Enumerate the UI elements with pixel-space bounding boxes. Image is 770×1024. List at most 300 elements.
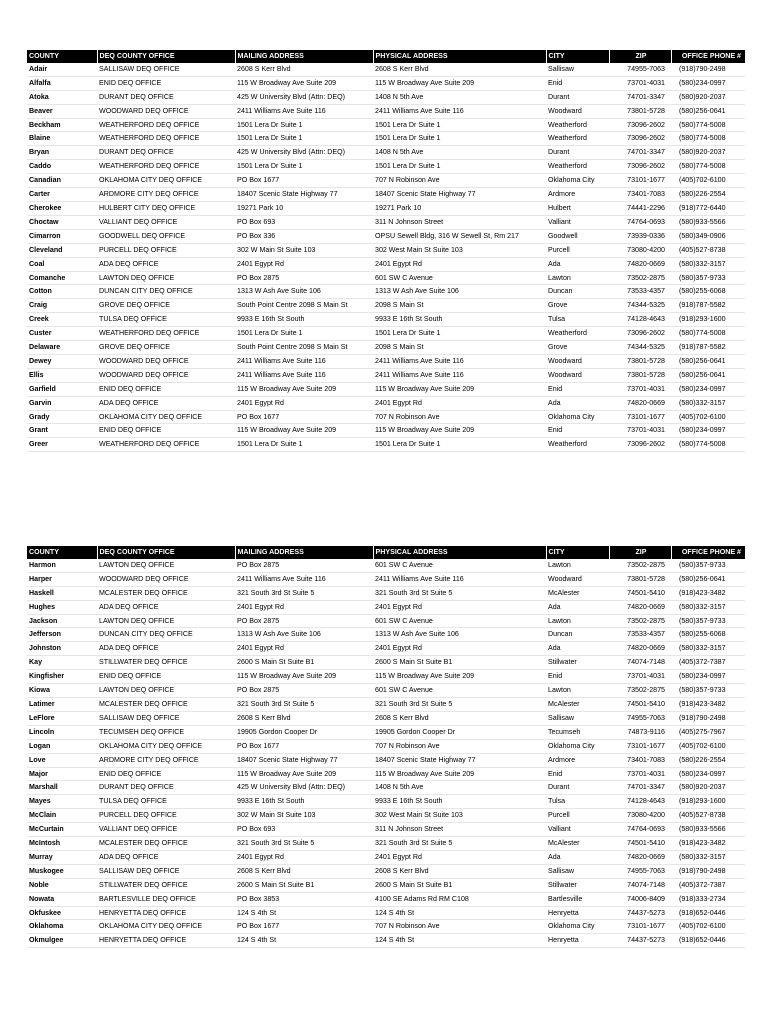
physical-address-cell: 1501 Lera Dr Suite 1 — [375, 440, 441, 449]
office-cell: WEATHERFORD DEQ OFFICE — [99, 162, 200, 171]
zip-cell: 73096-2602 — [627, 134, 665, 143]
city-cell: Ardmore — [548, 190, 576, 199]
zip-cell: 74128-4643 — [627, 315, 665, 324]
mailing-address-cell: 1501 Lera Dr Suite 1 — [237, 329, 303, 338]
zip-cell: 73096-2602 — [627, 162, 665, 171]
physical-address-cell: 321 South 3rd St Suite 5 — [375, 588, 453, 597]
county-cell: Harmon — [29, 560, 56, 569]
table-header — [27, 50, 745, 63]
phone-cell: (918)293-1600 — [679, 315, 726, 324]
city-cell: Tulsa — [548, 315, 566, 324]
city-cell: Valliant — [548, 217, 571, 226]
office-cell: OKLAHOMA CITY DEQ OFFICE — [99, 176, 203, 185]
physical-address-cell: 2098 S Main St — [375, 343, 424, 352]
mailing-address-cell: 2608 S Kerr Blvd — [237, 866, 291, 875]
col-phone-header: OFFICE PHONE # — [671, 546, 745, 559]
office-cell: ENID DEQ OFFICE — [99, 769, 162, 778]
county-cell: Greer — [29, 440, 48, 449]
city-cell: Weatherford — [548, 120, 587, 129]
physical-address-cell: 1313 W Ash Ave Suite 106 — [375, 630, 459, 639]
office-cell: GOODWELL DEQ OFFICE — [99, 231, 186, 240]
physical-address-cell: 1408 N 5th Ave — [375, 92, 424, 101]
phone-cell: (580)774-5008 — [679, 134, 726, 143]
mailing-address-cell: PO Box 2875 — [237, 686, 280, 695]
county-cell: Grant — [29, 426, 48, 435]
physical-address-cell: 707 N Robinson Ave — [375, 922, 440, 931]
county-cell: Muskogee — [29, 866, 64, 875]
office-cell: WOODWARD DEQ OFFICE — [99, 370, 189, 379]
col-mailing-header: MAILING ADDRESS — [235, 50, 373, 63]
county-cell: Cotton — [29, 287, 52, 296]
physical-address-cell: 4100 SE Adams Rd RM C108 — [375, 894, 469, 903]
phone-cell: (580)332-3157 — [679, 852, 726, 861]
mailing-address-cell: 2608 S Kerr Blvd — [237, 713, 291, 722]
office-cell: HENRYETTA DEQ OFFICE — [99, 908, 187, 917]
city-cell: Lawton — [548, 273, 571, 282]
phone-cell: (580)234-0997 — [679, 384, 726, 393]
county-cell: Beckham — [29, 120, 61, 129]
county-cell: Bryan — [29, 148, 50, 157]
physical-address-cell: 2411 Williams Ave Suite 116 — [375, 106, 464, 115]
county-cell: Latimer — [29, 699, 55, 708]
zip-cell: 73096-2602 — [627, 120, 665, 129]
city-cell: Tulsa — [548, 797, 566, 806]
zip-cell: 73401-7083 — [627, 755, 665, 764]
physical-address-cell: 2098 S Main St — [375, 301, 424, 310]
header-row — [27, 50, 745, 63]
physical-address-cell: 311 N Johnson Street — [375, 217, 444, 226]
city-cell: Ada — [548, 644, 561, 653]
physical-address-cell: 2401 Egypt Rd — [375, 852, 422, 861]
mailing-address-cell: PO Box 3853 — [237, 894, 280, 903]
city-cell: Enid — [548, 384, 563, 393]
physical-address-cell: 2411 Williams Ave Suite 116 — [375, 370, 464, 379]
mailing-address-cell: 1313 W Ash Ave Suite 106 — [237, 630, 321, 639]
mailing-address-cell: 2411 Williams Ave Suite 116 — [237, 106, 326, 115]
physical-address-cell: 601 SW C Avenue — [375, 273, 433, 282]
mailing-address-cell: 115 W Broadway Ave Suite 209 — [237, 426, 337, 435]
city-cell: Enid — [548, 426, 563, 435]
city-cell: Woodward — [548, 574, 582, 583]
zip-cell: 73701-4031 — [627, 672, 665, 681]
zip-cell: 73080-4200 — [627, 811, 665, 820]
zip-cell: 73401-7083 — [627, 190, 665, 199]
phone-cell: (580)332-3157 — [679, 259, 726, 268]
office-cell: MCALESTER DEQ OFFICE — [99, 588, 188, 597]
mailing-address-cell: South Point Centre 2098 S Main St — [237, 301, 348, 310]
office-cell: PURCELL DEQ OFFICE — [99, 811, 177, 820]
city-cell: Duncan — [548, 287, 573, 296]
zip-cell: 74701-3347 — [627, 92, 665, 101]
phone-cell: (580)332-3157 — [679, 602, 726, 611]
table-row — [27, 920, 745, 934]
office-cell: MCALESTER DEQ OFFICE — [99, 699, 188, 708]
office-cell: SALLISAW DEQ OFFICE — [99, 866, 180, 875]
physical-address-cell: 19271 Park 10 — [375, 203, 422, 212]
table-row — [27, 257, 745, 271]
physical-address-cell: 2411 Williams Ave Suite 116 — [375, 574, 464, 583]
office-cell: HENRYETTA DEQ OFFICE — [99, 936, 187, 945]
phone-cell: (405)702-6100 — [679, 176, 726, 185]
city-cell: Weatherford — [548, 134, 587, 143]
office-cell: WEATHERFORD DEQ OFFICE — [99, 440, 200, 449]
city-cell: Sallisaw — [548, 866, 575, 875]
phone-cell: (580)920-2037 — [679, 783, 726, 792]
mailing-address-cell: 2401 Egypt Rd — [237, 852, 284, 861]
city-cell: Duncan — [548, 630, 573, 639]
table-row — [27, 160, 745, 174]
zip-cell: 74006-8409 — [627, 894, 665, 903]
phone-cell: (918)333-2734 — [679, 894, 726, 903]
city-cell: Enid — [548, 672, 563, 681]
table-row — [27, 739, 745, 753]
mailing-address-cell: 425 W University Blvd (Attn: DEQ) — [237, 92, 346, 101]
zip-cell: 73502-2875 — [627, 560, 665, 569]
phone-cell: (580)933-5566 — [679, 825, 726, 834]
zip-cell: 74501-5410 — [627, 699, 665, 708]
city-cell: Oklahoma City — [548, 741, 595, 750]
phone-cell: (580)255-6068 — [679, 287, 726, 296]
county-cell: Mayes — [29, 797, 51, 806]
city-cell: Woodward — [548, 370, 582, 379]
col-city-header: CITY — [546, 546, 609, 559]
office-cell: DUNCAN CITY DEQ OFFICE — [99, 630, 193, 639]
office-cell: OKLAHOMA CITY DEQ OFFICE — [99, 412, 203, 421]
office-cell: ADA DEQ OFFICE — [99, 259, 159, 268]
zip-cell: 74764-0693 — [627, 825, 665, 834]
physical-address-cell: 115 W Broadway Ave Suite 209 — [375, 384, 475, 393]
office-cell: VALLIANT DEQ OFFICE — [99, 217, 178, 226]
mailing-address-cell: 321 South 3rd St Suite 5 — [237, 699, 315, 708]
city-cell: Sallisaw — [548, 64, 575, 73]
office-cell: GROVE DEQ OFFICE — [99, 343, 170, 352]
office-cell: LAWTON DEQ OFFICE — [99, 686, 175, 695]
phone-cell: (918)423-3482 — [679, 839, 726, 848]
city-cell: Enid — [548, 78, 563, 87]
mailing-address-cell: 18407 Scenic State Highway 77 — [237, 755, 338, 764]
phone-cell: (580)920-2037 — [679, 92, 726, 101]
office-cell: ADA DEQ OFFICE — [99, 852, 159, 861]
physical-address-cell: 115 W Broadway Ave Suite 209 — [375, 78, 475, 87]
county-cell: Beaver — [29, 106, 53, 115]
col-phone-header: OFFICE PHONE # — [671, 50, 745, 63]
table-row — [27, 438, 745, 452]
office-cell: WEATHERFORD DEQ OFFICE — [99, 329, 200, 338]
physical-address-cell: 2401 Egypt Rd — [375, 602, 422, 611]
zip-cell: 74501-5410 — [627, 588, 665, 597]
county-cell: Nowata — [29, 894, 55, 903]
county-cell: Oklahoma — [29, 922, 64, 931]
office-cell: DUNCAN CITY DEQ OFFICE — [99, 287, 193, 296]
physical-address-cell: 19905 Gordon Cooper Dr — [375, 727, 456, 736]
phone-cell: (918)790-2498 — [679, 713, 726, 722]
city-cell: Woodward — [548, 356, 582, 365]
office-cell: TULSA DEQ OFFICE — [99, 797, 167, 806]
mailing-address-cell: 115 W Broadway Ave Suite 209 — [237, 769, 337, 778]
table-row — [27, 132, 745, 146]
mailing-address-cell: 2401 Egypt Rd — [237, 398, 284, 407]
zip-cell: 73801-5728 — [627, 574, 665, 583]
city-cell: Weatherford — [548, 329, 587, 338]
col-zip-header: ZIP — [609, 546, 671, 559]
table-body — [27, 63, 745, 452]
phone-cell: (918)787-5582 — [679, 343, 726, 352]
physical-address-cell: 311 N Johnson Street — [375, 825, 444, 834]
mailing-address-cell: 321 South 3rd St Suite 5 — [237, 588, 315, 597]
physical-address-cell: 1408 N 5th Ave — [375, 783, 424, 792]
office-cell: DURANT DEQ OFFICE — [99, 92, 174, 101]
phone-cell: (580)933-5566 — [679, 217, 726, 226]
table-row — [27, 368, 745, 382]
phone-cell: (580)774-5008 — [679, 120, 726, 129]
office-cell: ENID DEQ OFFICE — [99, 672, 162, 681]
county-cell: Kay — [29, 658, 43, 667]
zip-cell: 73502-2875 — [627, 686, 665, 695]
zip-cell: 74820-0669 — [627, 602, 665, 611]
zip-cell: 74955-7063 — [627, 866, 665, 875]
zip-cell: 73701-4031 — [627, 769, 665, 778]
physical-address-cell: 115 W Broadway Ave Suite 209 — [375, 672, 475, 681]
mailing-address-cell: 2401 Egypt Rd — [237, 602, 284, 611]
office-cell: WOODWARD DEQ OFFICE — [99, 356, 189, 365]
table-row — [27, 146, 745, 160]
zip-cell: 73096-2602 — [627, 440, 665, 449]
county-cell: Cleveland — [29, 245, 63, 254]
phone-cell: (580)226-2554 — [679, 190, 726, 199]
table-row — [27, 313, 745, 327]
mailing-address-cell: 1313 W Ash Ave Suite 106 — [237, 287, 321, 296]
zip-cell: 73801-5728 — [627, 356, 665, 365]
zip-cell: 73096-2602 — [627, 329, 665, 338]
physical-address-cell: 2401 Egypt Rd — [375, 398, 422, 407]
phone-cell: (580)234-0997 — [679, 78, 726, 87]
col-county-header: COUNTY — [27, 50, 97, 63]
county-cell: Blaine — [29, 134, 51, 143]
phone-cell: (580)332-3157 — [679, 398, 726, 407]
table-row — [27, 229, 745, 243]
mailing-address-cell: PO Box 1677 — [237, 922, 280, 931]
city-cell: Grove — [548, 343, 568, 352]
table-row — [27, 354, 745, 368]
table-row — [27, 906, 745, 920]
physical-address-cell: 321 South 3rd St Suite 5 — [375, 839, 453, 848]
office-cell: WEATHERFORD DEQ OFFICE — [99, 120, 200, 129]
table-body — [27, 559, 745, 948]
col-office-header: DEQ COUNTY OFFICE — [97, 546, 235, 559]
city-cell: Oklahoma City — [548, 176, 595, 185]
phone-cell: (580)332-3157 — [679, 644, 726, 653]
city-cell: Sallisaw — [548, 713, 575, 722]
office-cell: BARTLESVILLE DEQ OFFICE — [99, 894, 196, 903]
zip-cell: 73533-4357 — [627, 287, 665, 296]
county-cell: McClain — [29, 811, 57, 820]
county-cell: Dewey — [29, 356, 52, 365]
table-row — [27, 642, 745, 656]
mailing-address-cell: PO Box 693 — [237, 825, 276, 834]
office-cell: LAWTON DEQ OFFICE — [99, 616, 175, 625]
table-row — [27, 697, 745, 711]
city-cell: Enid — [548, 769, 563, 778]
physical-address-cell: 2608 S Kerr Blvd — [375, 866, 429, 875]
mailing-address-cell: PO Box 1677 — [237, 412, 280, 421]
physical-address-cell: 707 N Robinson Ave — [375, 412, 440, 421]
physical-address-cell: 115 W Broadway Ave Suite 209 — [375, 426, 475, 435]
table-row — [27, 823, 745, 837]
table-row — [27, 104, 745, 118]
zip-cell: 73701-4031 — [627, 384, 665, 393]
physical-address-cell: 9933 E 16th St South — [375, 315, 443, 324]
physical-address-cell: 707 N Robinson Ave — [375, 176, 440, 185]
mailing-address-cell: 19905 Gordon Cooper Dr — [237, 727, 318, 736]
county-cell: Major — [29, 769, 48, 778]
physical-address-cell: 302 West Main St Suite 103 — [375, 245, 463, 254]
zip-cell: 73533-4357 — [627, 630, 665, 639]
county-cell: Garvin — [29, 398, 52, 407]
zip-cell: 74955-7063 — [627, 713, 665, 722]
phone-cell: (580)774-5008 — [679, 162, 726, 171]
table-row — [27, 559, 745, 572]
county-cell: Kingfisher — [29, 672, 65, 681]
office-cell: TULSA DEQ OFFICE — [99, 315, 167, 324]
physical-address-cell: 2411 Williams Ave Suite 116 — [375, 356, 464, 365]
table-row — [27, 892, 745, 906]
zip-cell: 73101-1677 — [627, 176, 665, 185]
phone-cell: (580)920-2037 — [679, 148, 726, 157]
county-cell: Hughes — [29, 602, 56, 611]
table-row — [27, 118, 745, 132]
physical-address-cell: 18407 Scenic State Highway 77 — [375, 755, 476, 764]
mailing-address-cell: 2411 Williams Ave Suite 116 — [237, 370, 326, 379]
col-city-header: CITY — [546, 50, 609, 63]
table-row — [27, 382, 745, 396]
header-row — [27, 546, 745, 559]
phone-cell: (405)372-7387 — [679, 658, 726, 667]
city-cell: Oklahoma City — [548, 412, 595, 421]
table-row — [27, 424, 745, 438]
city-cell: Durant — [548, 783, 570, 792]
table-row — [27, 215, 745, 229]
zip-cell: 74344-5325 — [627, 343, 665, 352]
office-cell: ADA DEQ OFFICE — [99, 398, 159, 407]
physical-address-cell: 302 West Main St Suite 103 — [375, 811, 463, 820]
zip-cell: 74701-3347 — [627, 148, 665, 157]
phone-cell: (405)527-8738 — [679, 811, 726, 820]
zip-cell: 74128-4643 — [627, 797, 665, 806]
table-row — [27, 201, 745, 215]
county-cell: Alfalfa — [29, 78, 51, 87]
mailing-address-cell: 2401 Egypt Rd — [237, 644, 284, 653]
mailing-address-cell: 18407 Scenic State Highway 77 — [237, 190, 338, 199]
mailing-address-cell: 425 W University Blvd (Attn: DEQ) — [237, 783, 346, 792]
city-cell: Durant — [548, 92, 570, 101]
phone-cell: (580)234-0997 — [679, 769, 726, 778]
phone-cell: (918)787-5582 — [679, 301, 726, 310]
table-row — [27, 725, 745, 739]
table-row — [27, 586, 745, 600]
physical-address-cell: 124 S 4th St — [375, 936, 415, 945]
city-cell: Weatherford — [548, 162, 587, 171]
physical-address-cell: 321 South 3rd St Suite 5 — [375, 699, 453, 708]
county-cell: Kiowa — [29, 686, 50, 695]
physical-address-cell: 2401 Egypt Rd — [375, 644, 422, 653]
zip-cell: 74820-0669 — [627, 398, 665, 407]
office-table-2 — [27, 546, 745, 948]
phone-cell: (580)357-9733 — [679, 273, 726, 282]
county-cell: Ellis — [29, 370, 44, 379]
mailing-address-cell: 115 W Broadway Ave Suite 209 — [237, 672, 337, 681]
zip-cell: 74820-0669 — [627, 259, 665, 268]
office-cell: VALLIANT DEQ OFFICE — [99, 825, 178, 834]
county-cell: Johnston — [29, 644, 61, 653]
zip-cell: 73701-4031 — [627, 426, 665, 435]
office-cell: SALLISAW DEQ OFFICE — [99, 64, 180, 73]
city-cell: Woodward — [548, 106, 582, 115]
phone-cell: (918)652-0446 — [679, 908, 726, 917]
physical-address-cell: 2401 Egypt Rd — [375, 259, 422, 268]
mailing-address-cell: 2608 S Kerr Blvd — [237, 64, 291, 73]
county-cell: Atoka — [29, 92, 49, 101]
city-cell: Lawton — [548, 616, 571, 625]
physical-address-cell: 1501 Lera Dr Suite 1 — [375, 162, 441, 171]
table-row — [27, 795, 745, 809]
col-office-header: DEQ COUNTY OFFICE — [97, 50, 235, 63]
zip-cell: 73080-4200 — [627, 245, 665, 254]
table-row — [27, 341, 745, 355]
zip-cell: 74074-7148 — [627, 658, 665, 667]
city-cell: Durant — [548, 148, 570, 157]
phone-cell: (580)774-5008 — [679, 440, 726, 449]
table-row — [27, 299, 745, 313]
zip-cell: 74437-5273 — [627, 936, 665, 945]
city-cell: Grove — [548, 301, 568, 310]
phone-cell: (405)702-6100 — [679, 412, 726, 421]
phone-cell: (580)256-0641 — [679, 106, 726, 115]
table-row — [27, 572, 745, 586]
phone-cell: (405)702-6100 — [679, 741, 726, 750]
col-physical-header: PHYSICAL ADDRESS — [373, 546, 546, 559]
county-cell: Love — [29, 755, 46, 764]
office-cell: ENID DEQ OFFICE — [99, 384, 162, 393]
city-cell: Valliant — [548, 825, 571, 834]
mailing-address-cell: PO Box 336 — [237, 231, 276, 240]
zip-cell: 73101-1677 — [627, 412, 665, 421]
county-cell: Caddo — [29, 162, 52, 171]
zip-cell: 74820-0669 — [627, 852, 665, 861]
table-row — [27, 878, 745, 892]
mailing-address-cell: 2411 Williams Ave Suite 116 — [237, 356, 326, 365]
mailing-address-cell: 115 W Broadway Ave Suite 209 — [237, 78, 337, 87]
county-cell: McIntosh — [29, 839, 61, 848]
phone-cell: (580)357-9733 — [679, 560, 726, 569]
phone-cell: (580)357-9733 — [679, 616, 726, 625]
county-cell: Jefferson — [29, 630, 61, 639]
table-row — [27, 271, 745, 285]
physical-address-cell: 601 SW C Avenue — [375, 686, 433, 695]
office-cell: STILLWATER DEQ OFFICE — [99, 880, 188, 889]
city-cell: Henryetta — [548, 936, 579, 945]
table-row — [27, 781, 745, 795]
zip-cell: 74764-0693 — [627, 217, 665, 226]
mailing-address-cell: 1501 Lera Dr Suite 1 — [237, 440, 303, 449]
office-cell: DURANT DEQ OFFICE — [99, 148, 174, 157]
office-cell: OKLAHOMA CITY DEQ OFFICE — [99, 922, 203, 931]
office-cell: ARDMORE CITY DEQ OFFICE — [99, 755, 199, 764]
county-cell: Cherokee — [29, 203, 62, 212]
city-cell: McAlester — [548, 839, 580, 848]
office-cell: WEATHERFORD DEQ OFFICE — [99, 134, 200, 143]
table-row — [27, 656, 745, 670]
phone-cell: (918)652-0446 — [679, 936, 726, 945]
